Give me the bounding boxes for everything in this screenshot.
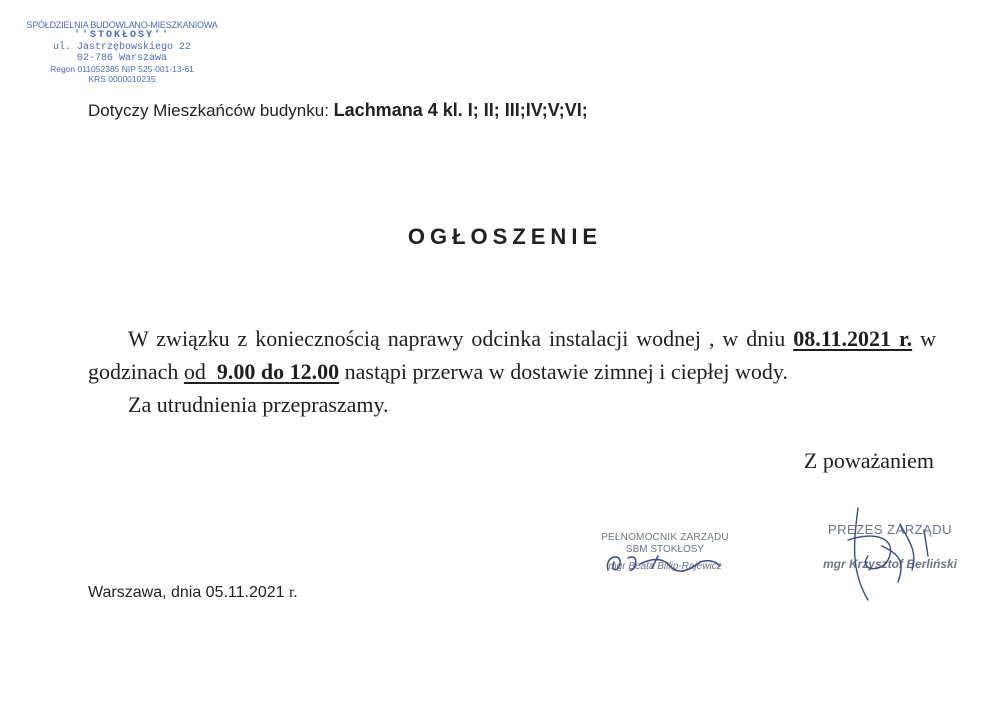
signature-name: mgr Krzysztof Berliński — [822, 557, 958, 571]
body-text-part2: w godzinach — [88, 326, 936, 384]
to-word: do — [260, 359, 285, 384]
apology-paragraph: Za utrudnienia przepraszamy. — [128, 392, 389, 417]
closing-salutation: Z poważaniem — [803, 448, 934, 473]
signature-role: PREZES ZARZĄDU — [827, 522, 952, 537]
from-word: od — [183, 359, 206, 384]
stamp-line-city: 02-786 Warszawa — [76, 53, 167, 65]
page-title: OGŁOSZENIE — [407, 224, 603, 249]
signature-role: PEŁNOMOCNIK ZARZĄDU — [601, 532, 729, 543]
stamp-line-krs: KRS 0000010235 — [88, 73, 156, 84]
outage-time-range — [184, 359, 339, 384]
stamp-line-name: ''STOKŁOSY'' — [73, 30, 170, 42]
handwritten-signature-left — [600, 548, 750, 578]
place-and-date — [88, 584, 297, 602]
stamp-line-cooperative: SPÓŁDZIELNIA BUDOWLANO-MIESZKANIOWA — [26, 20, 218, 30]
organization-stamp — [22, 20, 222, 84]
footer-place-date: Warszawa, dnia 05.11.2021 — [88, 584, 285, 601]
outage-date: 08.11.2021 r. — [793, 326, 913, 351]
signature-name: mgr Beata Billip-Rajewicz — [608, 561, 722, 572]
time-from: 9.00 — [216, 359, 256, 384]
announcement-paragraph — [88, 322, 936, 388]
announcement-body — [88, 322, 936, 421]
body-text-part3: nastąpi przerwa w dostawie zimnej i ciepłej wody. — [344, 359, 788, 384]
handwritten-signature-right — [828, 500, 948, 610]
subject-building: Lachmana 4 kl. I; II; III;IV;V;VI; — [333, 100, 588, 120]
time-to: 12.00 — [289, 359, 340, 384]
stamp-line-regon: Regon 011052385 NIP 525-001-13-61 — [50, 63, 194, 74]
subject-prefix: Dotyczy Mieszkańców budynku: — [88, 101, 329, 120]
subject-line — [88, 100, 588, 121]
body-text-part1: W związku z koniecznością naprawy odcinka instalacji wodnej , w dniu — [128, 326, 786, 351]
footer-suffix: r. — [289, 584, 298, 601]
signature-org: SBM STOKŁOSY — [625, 544, 705, 555]
stamp-line-street: ul. Jastrzębowskiego 22 — [52, 41, 192, 53]
